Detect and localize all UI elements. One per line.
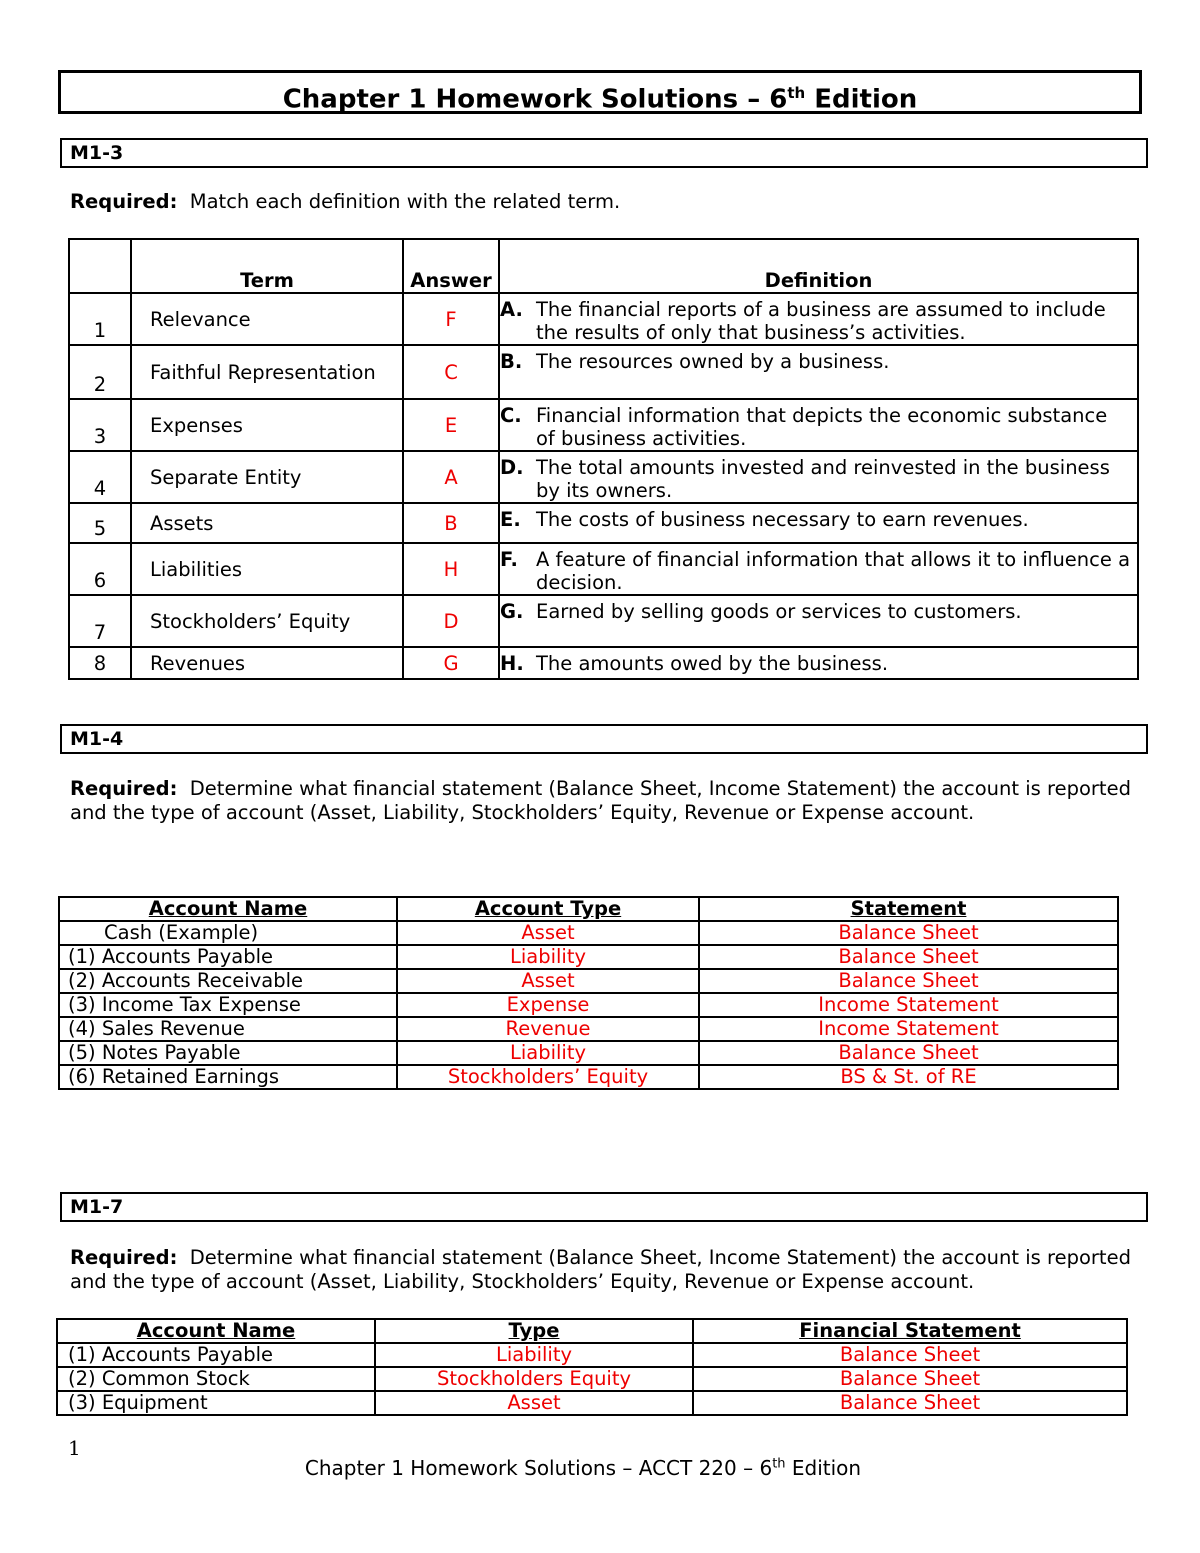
account-statement: Balance Sheet	[699, 945, 1118, 969]
definition-text: A feature of financial information that allows it to influence a decision.	[536, 548, 1131, 594]
row-definition	[499, 543, 1138, 595]
table-row	[59, 993, 1118, 1017]
account-type: Asset	[375, 1391, 693, 1415]
account-type: Stockholders’ Equity	[397, 1065, 699, 1089]
row-term: Liabilities	[131, 543, 403, 595]
row-term: Faithful Representation	[131, 345, 403, 399]
definition-letter: G.	[500, 600, 524, 623]
account-statement: Balance Sheet	[699, 969, 1118, 993]
account-name: (5) Notes Payable	[59, 1041, 397, 1065]
table-header-row	[69, 239, 1138, 293]
section-heading-m1-4: M1-4	[60, 724, 1148, 754]
account-type: Asset	[397, 921, 699, 945]
row-answer: B	[403, 503, 499, 543]
row-answer: A	[403, 451, 499, 503]
row-term: Expenses	[131, 399, 403, 451]
account-statement: Income Statement	[699, 1017, 1118, 1041]
account-statement: Balance Sheet	[699, 921, 1118, 945]
table-row	[59, 921, 1118, 945]
account-statement: Balance Sheet	[699, 1041, 1118, 1065]
table-row	[59, 945, 1118, 969]
table-row	[57, 1367, 1127, 1391]
header-term: Term	[131, 239, 403, 293]
table-row	[69, 647, 1138, 679]
row-answer: D	[403, 595, 499, 647]
header-account-name: Account Name	[59, 897, 397, 921]
row-number: 3	[69, 399, 131, 451]
definition-text: Earned by selling goods or services to customers.	[536, 600, 1022, 623]
row-definition	[499, 293, 1138, 345]
table-row	[69, 345, 1138, 399]
account-statement: Balance Sheet	[693, 1391, 1127, 1415]
header-number	[69, 239, 131, 293]
account-type: Asset	[397, 969, 699, 993]
definition-text: Financial information that depicts the economic substance of business activities.	[536, 404, 1108, 450]
header-account-type: Account Type	[397, 897, 699, 921]
account-name: (3) Income Tax Expense	[59, 993, 397, 1017]
row-answer: F	[403, 293, 499, 345]
account-type: Revenue	[397, 1017, 699, 1041]
table-header-row	[57, 1319, 1127, 1343]
row-definition	[499, 503, 1138, 543]
table-row	[57, 1391, 1127, 1415]
row-number: 6	[69, 543, 131, 595]
row-term: Separate Entity	[131, 451, 403, 503]
row-number: 2	[69, 345, 131, 399]
definition-letter: C.	[500, 404, 522, 427]
account-name: (4) Sales Revenue	[59, 1017, 397, 1041]
m1-3-required: Required: Match each definition with the related term.	[70, 190, 621, 213]
row-answer: G	[403, 647, 499, 679]
m1-4-required: Required: Determine what financial statement (Balance Sheet, Income Statement) the account is reported and the type of account (Asset, Liability, Stockholders’ Equity, Revenue or Expense account.	[70, 777, 1131, 824]
header-definition: Definition	[499, 239, 1138, 293]
header-statement: Statement	[699, 897, 1118, 921]
table-row	[59, 1041, 1118, 1065]
table-row	[69, 595, 1138, 647]
definition-letter: E.	[500, 508, 521, 531]
m1-7-account-table	[56, 1318, 1128, 1416]
account-statement: BS & St. of RE	[699, 1065, 1118, 1089]
header-type: Type	[375, 1319, 693, 1343]
row-term: Stockholders’ Equity	[131, 595, 403, 647]
row-term: Relevance	[131, 293, 403, 345]
m1-4-account-table	[58, 896, 1119, 1090]
definition-text: The costs of business necessary to earn revenues.	[536, 508, 1029, 531]
account-name: (2) Accounts Receivable	[59, 969, 397, 993]
definition-letter: A.	[500, 298, 523, 321]
account-name: Cash (Example)	[59, 921, 397, 945]
definition-letter: F.	[500, 548, 518, 571]
account-name: (6) Retained Earnings	[59, 1065, 397, 1089]
account-statement: Balance Sheet	[693, 1343, 1127, 1367]
row-number: 8	[69, 647, 131, 679]
account-type: Liability	[397, 1041, 699, 1065]
row-number: 5	[69, 503, 131, 543]
header-answer: Answer	[403, 239, 499, 293]
row-definition	[499, 451, 1138, 503]
table-row	[69, 451, 1138, 503]
row-answer: H	[403, 543, 499, 595]
table-row	[59, 1065, 1118, 1089]
definition-letter: D.	[500, 456, 524, 479]
page-footer: Chapter 1 Homework Solutions – ACCT 220 – 6th Edition	[304, 1456, 862, 1480]
table-header-row	[59, 897, 1118, 921]
header-financial-statement: Financial Statement	[693, 1319, 1127, 1343]
account-name: (1) Accounts Payable	[57, 1343, 375, 1367]
row-definition	[499, 595, 1138, 647]
table-row	[69, 503, 1138, 543]
row-term: Revenues	[131, 647, 403, 679]
m1-7-required: Required: Determine what financial statement (Balance Sheet, Income Statement) the account is reported and the type of account (Asset, Liability, Stockholders’ Equity, Revenue or Expense account.	[70, 1246, 1131, 1293]
m1-3-matching-table	[68, 238, 1139, 680]
table-row	[57, 1343, 1127, 1367]
definition-text: The amounts owed by the business.	[536, 651, 889, 675]
row-definition	[499, 399, 1138, 451]
row-definition	[499, 647, 1138, 679]
account-type: Liability	[397, 945, 699, 969]
row-term: Assets	[131, 503, 403, 543]
definition-letter: H.	[500, 651, 524, 675]
table-row	[59, 1017, 1118, 1041]
table-row	[69, 293, 1138, 345]
definition-text: The financial reports of a business are assumed to include the results of only that business’s activities.	[536, 298, 1106, 344]
row-number: 1	[69, 293, 131, 345]
section-heading-m1-3: M1-3	[60, 138, 1148, 168]
section-heading-m1-7: M1-7	[60, 1192, 1148, 1222]
header-account-name: Account Name	[57, 1319, 375, 1343]
row-answer: C	[403, 345, 499, 399]
page-number: 1	[68, 1436, 81, 1460]
row-number: 7	[69, 595, 131, 647]
definition-letter: B.	[500, 350, 523, 373]
account-name: (3) Equipment	[57, 1391, 375, 1415]
account-type: Stockholders Equity	[375, 1367, 693, 1391]
account-name: (1) Accounts Payable	[59, 945, 397, 969]
account-name: (2) Common Stock	[57, 1367, 375, 1391]
table-row	[59, 969, 1118, 993]
definition-text: The resources owned by a business.	[536, 350, 890, 373]
definition-text: The total amounts invested and reinvested in the business by its owners.	[536, 456, 1110, 502]
row-answer: E	[403, 399, 499, 451]
account-type: Expense	[397, 993, 699, 1017]
page-title: Chapter 1 Homework Solutions – 6th Edition	[58, 70, 1142, 114]
table-row	[69, 399, 1138, 451]
account-statement: Income Statement	[699, 993, 1118, 1017]
table-row	[69, 543, 1138, 595]
account-statement: Balance Sheet	[693, 1367, 1127, 1391]
row-number: 4	[69, 451, 131, 503]
account-type: Liability	[375, 1343, 693, 1367]
row-definition	[499, 345, 1138, 399]
